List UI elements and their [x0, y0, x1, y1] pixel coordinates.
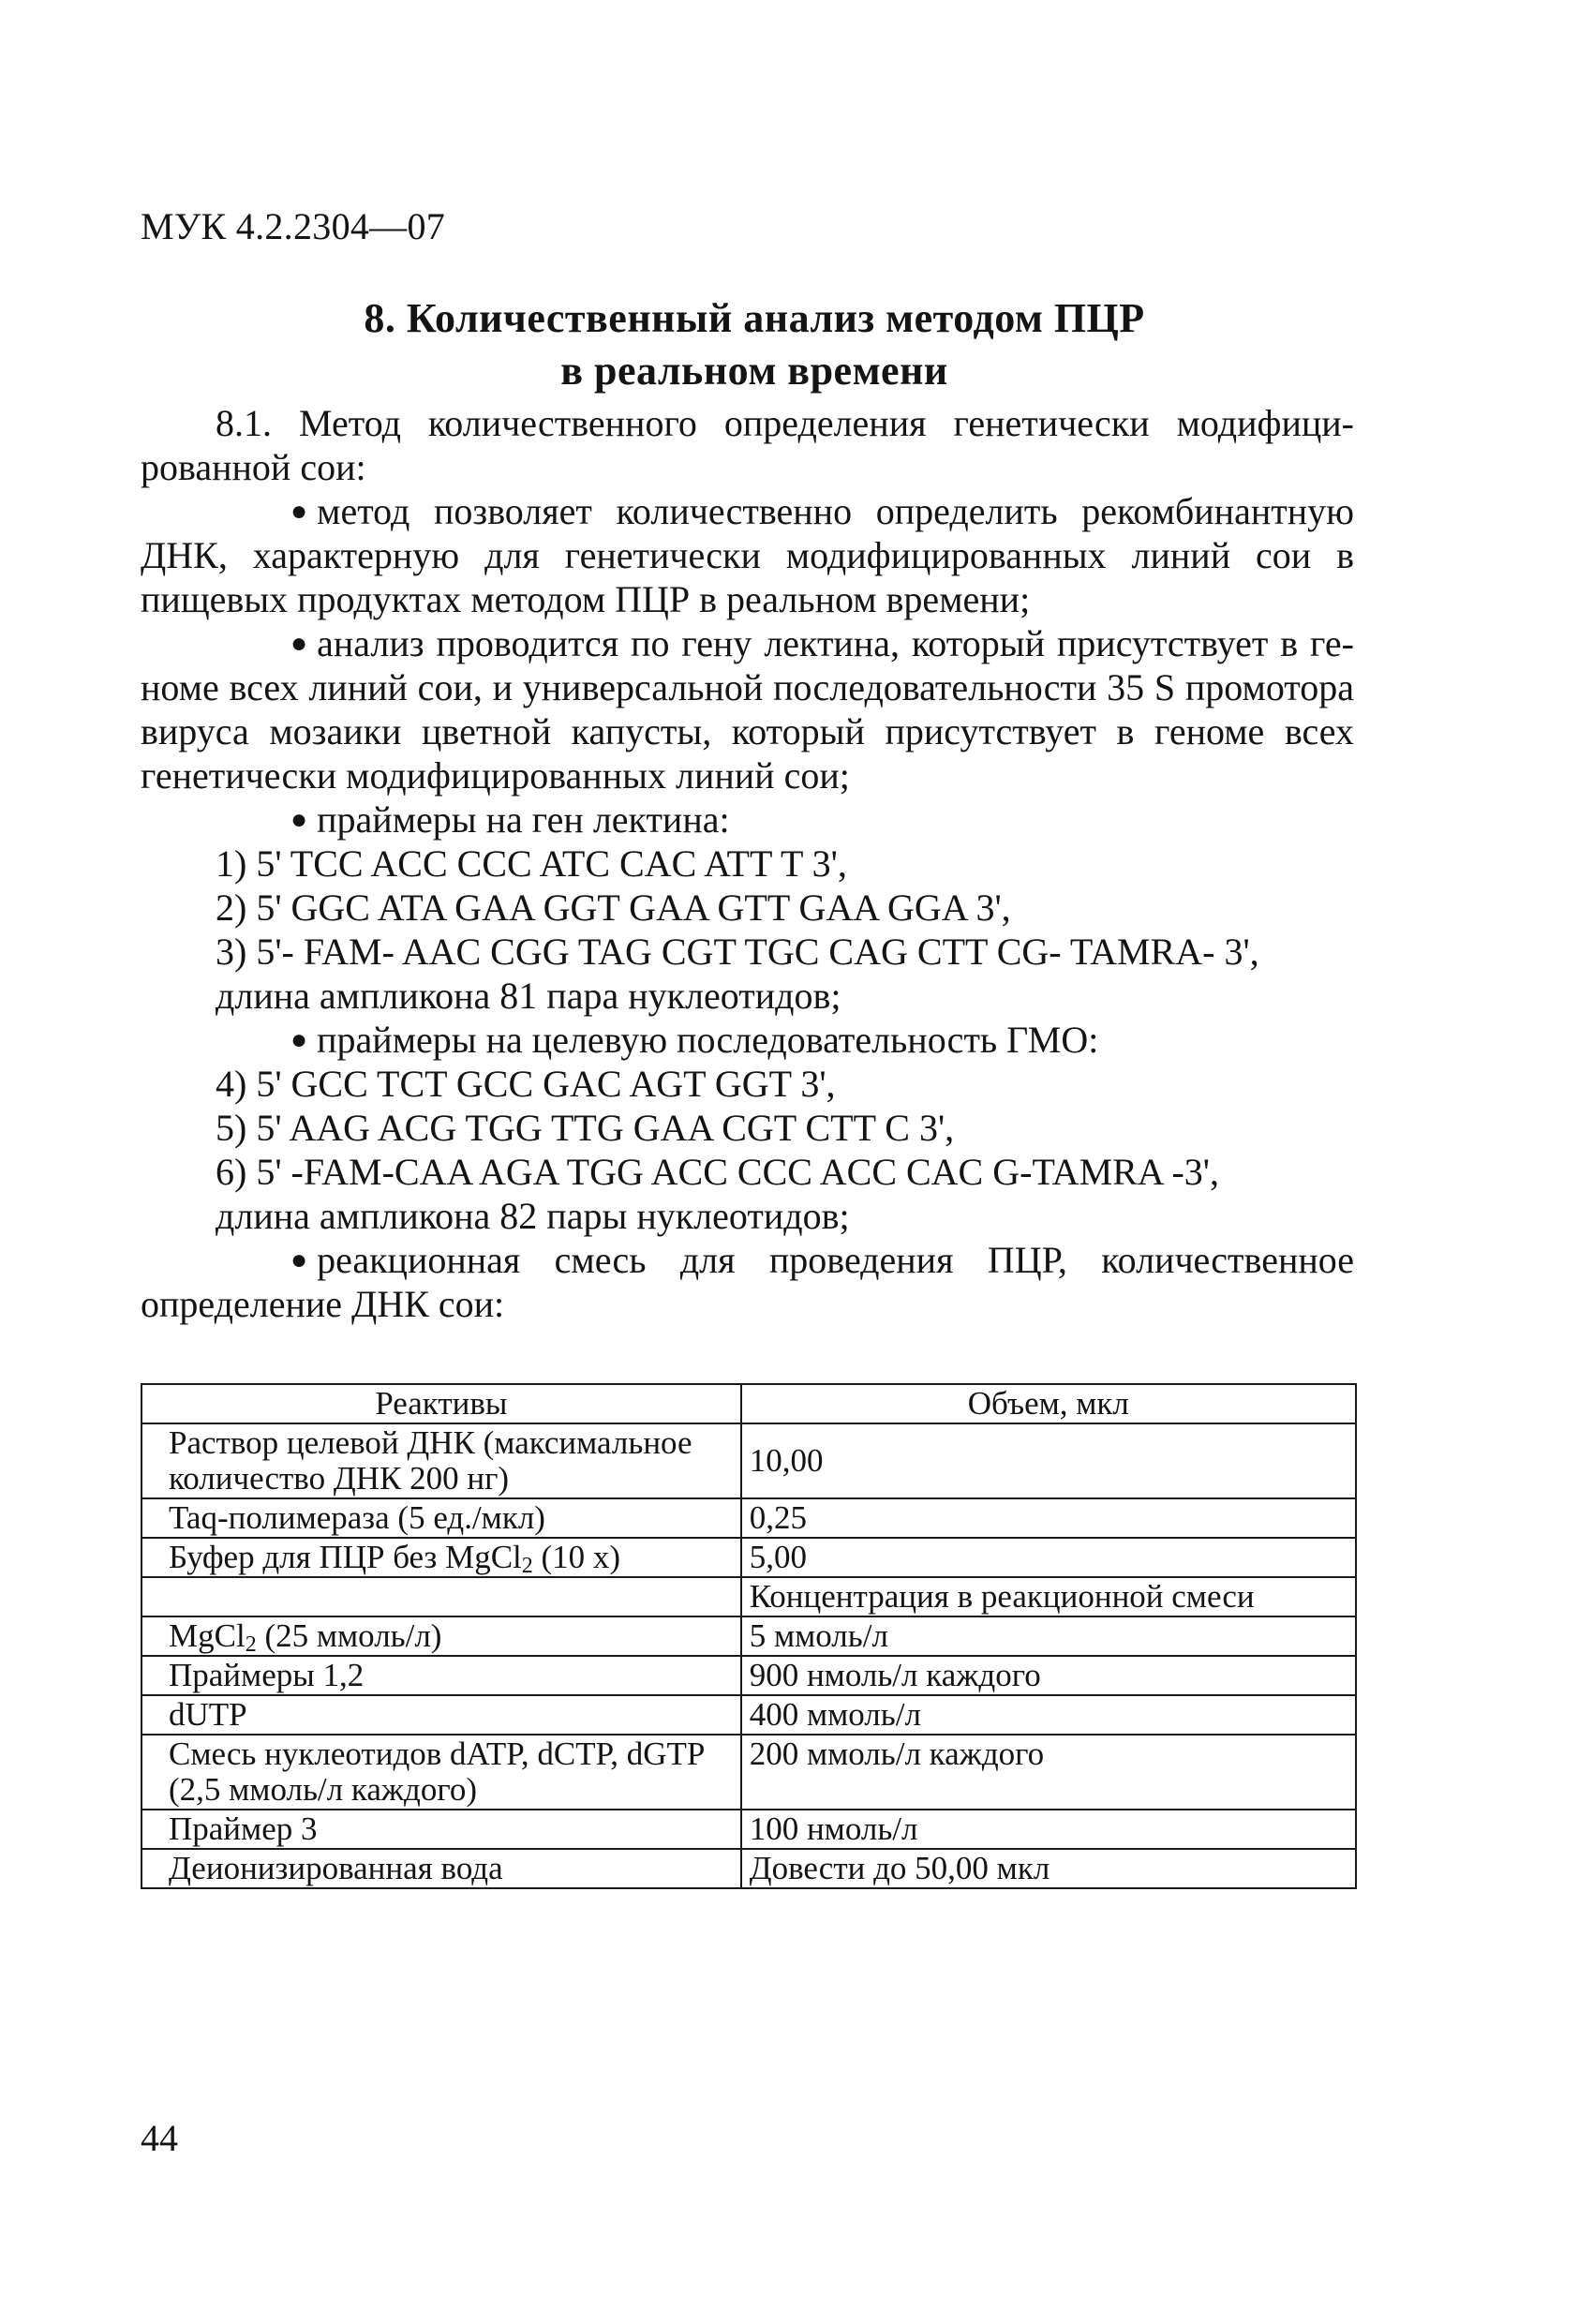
- table-cell: 0,25: [741, 1498, 1356, 1538]
- table-row: [141, 1810, 1356, 1849]
- table-cell: Деионизированная вода: [141, 1849, 741, 1888]
- bullet-icon: ●: [290, 496, 308, 527]
- amplicon-length: длина ампликона 82 пары нуклеотидов;: [216, 1195, 850, 1237]
- bullet-item: ● метод позволяет количественно определить рекомбинантную ДНК, характерную для генетически модифицированных линий сои в пищевых продуктах методом ПЦР в реальном времени;: [141, 490, 1354, 620]
- section-title-line2: в реальном времени: [560, 348, 948, 394]
- document-code: МУК 4.2.2304—07: [141, 205, 446, 247]
- primer-line: 5) 5' AAG ACG TGG TTG GAA CGT CTT C 3',: [216, 1107, 955, 1149]
- bullet-item: ● реакционная смесь для проведения ПЦР, количественное определение ДНК сои:: [141, 1239, 1354, 1325]
- primer-line: 1) 5' TCC ACC CCC ATC CAC ATT T 3',: [216, 842, 847, 885]
- table-row: [141, 1498, 1356, 1538]
- table-cell: 400 ммоль/л: [741, 1695, 1356, 1735]
- table-cell: Праймер 3: [141, 1810, 741, 1849]
- table-cell: Довести до 50,00 мкл: [741, 1849, 1356, 1888]
- section-title: [141, 292, 1368, 397]
- amplicon-length: длина ампликона 81 пара нуклеотидов;: [216, 975, 841, 1017]
- page-number: 44: [141, 2117, 178, 2159]
- table-row: [141, 1735, 1356, 1810]
- table-row: [141, 1577, 1356, 1616]
- table-row: [141, 1423, 1356, 1498]
- primer-line: 2) 5' GGC ATA GAA GGT GAA GTT GAA GGA 3',: [216, 886, 1011, 929]
- table-cell: dUTP: [141, 1695, 741, 1735]
- table-cell: Раствор целевой ДНК (максимальное количество ДНК 200 нг): [141, 1423, 741, 1498]
- table-row: [141, 1656, 1356, 1695]
- table-cell: 5 ммоль/л: [741, 1616, 1356, 1656]
- bullet-icon: ●: [290, 1024, 308, 1055]
- section-title-line1: 8. Количественный анализ методом ПЦР: [364, 295, 1145, 341]
- table-cell: Буфер для ПЦР без MgCl$_2$ (10 х): [141, 1538, 741, 1577]
- reagents-table: [141, 1383, 1357, 1889]
- bullet-item: ● праймеры на целевую последовательность ГМО:: [141, 1018, 1354, 1062]
- primer-line: 3) 5'- FAM- AAC CGG TAG CGT TGC CAG CTT CG- TAMRA- 3',: [216, 931, 1259, 973]
- table-header-row: [141, 1384, 1356, 1423]
- table-cell: Смесь нуклеотидов dATP, dCTP, dGTP (2,5 ммоль/л каждого): [141, 1735, 741, 1810]
- table-cell-empty: [141, 1577, 741, 1616]
- table-row: [141, 1616, 1356, 1656]
- table-cell: Концентрация в реакционной смеси: [741, 1577, 1356, 1616]
- table-cell: 10,00: [741, 1423, 1356, 1498]
- table-cell: MgCl$_2$ (25 ммоль/л): [141, 1616, 741, 1656]
- column-header-reagents: Реактивы: [141, 1384, 741, 1423]
- primer-line: 4) 5' GCC TCT GCC GAC AGT GGT 3',: [216, 1063, 836, 1105]
- bullet-item: ● анализ проводится по гену лектина, который присутствует в геноме всех линий сои, и универсальной последовательности 35 S промотора вируса мозаики цветной капусты, который присутствует в геноме всех генетически модифицированных линий сои;: [141, 622, 1354, 797]
- column-header-volume: Объем, мкл: [741, 1384, 1356, 1423]
- bullet-icon: ●: [290, 1244, 308, 1275]
- table-cell: Taq-полимераза (5 ед./мкл): [141, 1498, 741, 1538]
- paragraph-8-1: 8.1. Метод количественного определения генетически модифицированной сои:: [141, 402, 1354, 488]
- table-cell: 900 нмоль/л каждого: [741, 1656, 1356, 1695]
- primer-line: 6) 5' -FAM-CAA AGA TGG ACC CCC ACC CAC G-TAMRA -3',: [216, 1151, 1220, 1193]
- table-row: [141, 1849, 1356, 1888]
- body-text: [141, 401, 1354, 1326]
- table-cell: 5,00: [741, 1538, 1356, 1577]
- table-cell: Праймеры 1,2: [141, 1656, 741, 1695]
- table-cell: 100 нмоль/л: [741, 1810, 1356, 1849]
- table-row: [141, 1695, 1356, 1735]
- table-row: [141, 1538, 1356, 1577]
- table-cell: 200 ммоль/л каждого: [741, 1735, 1356, 1810]
- bullet-icon: ●: [290, 628, 308, 659]
- bullet-item: ● праймеры на ген лектина:: [141, 797, 1354, 842]
- bullet-icon: ●: [290, 804, 308, 835]
